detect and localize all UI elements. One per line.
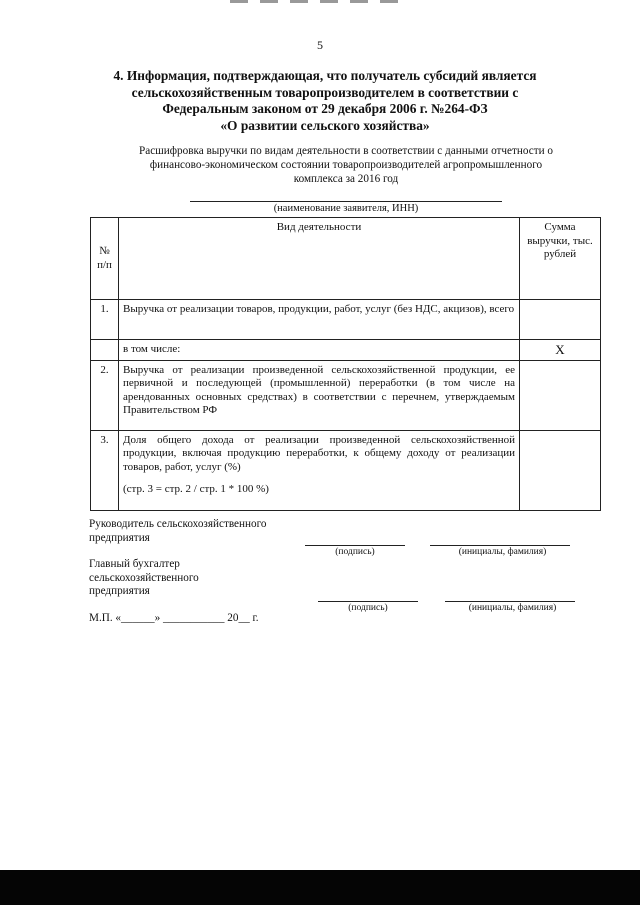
heading-line: Федеральным законом от 29 декабря 2006 г. №264-ФЗ bbox=[162, 101, 488, 116]
applicant-field-line[interactable] bbox=[190, 201, 502, 202]
row-description-cell bbox=[119, 430, 520, 510]
row-number: 1. bbox=[91, 300, 119, 340]
row-value-input[interactable] bbox=[520, 360, 601, 430]
accountant-signature-label bbox=[89, 558, 199, 599]
label-line: предприятия bbox=[89, 585, 150, 597]
table-row bbox=[91, 340, 601, 361]
section-heading bbox=[90, 68, 560, 134]
page-number: 5 bbox=[317, 38, 323, 52]
row-description: Выручка от реализации товаров, продукции, работ, услуг (без НДС, акцизов), всего bbox=[119, 300, 520, 340]
table-row bbox=[91, 300, 601, 340]
signature-caption: (подпись) bbox=[348, 603, 388, 613]
row-value-input[interactable] bbox=[520, 300, 601, 340]
row-number bbox=[91, 340, 119, 361]
row-description: Доля общего дохода от реализации произведенной сельскохозяйственной продукции, включая продукцию переработки, к общему доходу от реализации товаров, работ, услуг (%) bbox=[123, 433, 515, 473]
row-value-cross: X bbox=[520, 340, 601, 361]
accountant-name-line[interactable] bbox=[445, 601, 575, 602]
head-name-line[interactable] bbox=[430, 545, 570, 546]
heading-line: 4. Информация, подтверждающая, что получатель субсидий является bbox=[113, 68, 537, 83]
scan-bottom-border bbox=[0, 870, 640, 905]
name-caption: (инициалы, фамилия) bbox=[458, 547, 547, 557]
revenue-table bbox=[90, 217, 601, 511]
intro-line: Расшифровка выручки по видам деятельности в соответствии с данными отчетности о bbox=[139, 145, 553, 157]
header-sum: Сумма выручки, тыс. рублей bbox=[520, 218, 601, 300]
stamp-date-line: М.П. «______» ___________ 20__ г. bbox=[89, 612, 259, 624]
name-caption: (инициалы, фамилия) bbox=[468, 603, 557, 613]
label-line: Руководитель сельскохозяйственного bbox=[89, 518, 267, 530]
row-number: 2. bbox=[91, 360, 119, 430]
head-signature-line[interactable] bbox=[305, 545, 405, 546]
accountant-signature-line[interactable] bbox=[318, 601, 418, 602]
head-signature-label bbox=[89, 518, 267, 545]
heading-line: «О развитии сельского хозяйства» bbox=[220, 117, 430, 133]
row-value-input[interactable] bbox=[520, 430, 601, 510]
intro-line: комплекса за 2016 год bbox=[293, 173, 399, 185]
intro-text bbox=[96, 144, 596, 186]
intro-line: финансово-экономическом состоянии товаропроизводителей агропромышленного bbox=[149, 159, 543, 171]
row-formula: (стр. 3 = стр. 2 / стр. 1 * 100 %) bbox=[123, 483, 269, 495]
scan-marks bbox=[230, 0, 400, 6]
header-num: № п/п bbox=[91, 218, 119, 300]
row-description: в том числе: bbox=[119, 340, 520, 361]
table-row bbox=[91, 360, 601, 430]
label-line: сельскохозяйственного bbox=[89, 571, 199, 584]
table-header-row bbox=[91, 218, 601, 300]
row-description: Выручка от реализации произведенной сельскохозяйственной продукции, ее первичной и последующей (промышленной) переработки (в том числе на арендованных основных средствах) в соответствии с перечнем, утверждаемым Правительством РФ bbox=[119, 360, 520, 430]
label-line: Главный бухгалтер bbox=[89, 558, 180, 570]
heading-line: сельскохозяйственным товаропроизводителем в соответствии с bbox=[131, 84, 519, 100]
signature-caption: (подпись) bbox=[335, 547, 375, 557]
label-line: предприятия bbox=[89, 531, 150, 544]
header-activity: Вид деятельности bbox=[119, 218, 520, 300]
table-row bbox=[91, 430, 601, 510]
applicant-field-label: (наименование заявителя, ИНН) bbox=[273, 203, 419, 214]
row-number: 3. bbox=[91, 430, 119, 510]
